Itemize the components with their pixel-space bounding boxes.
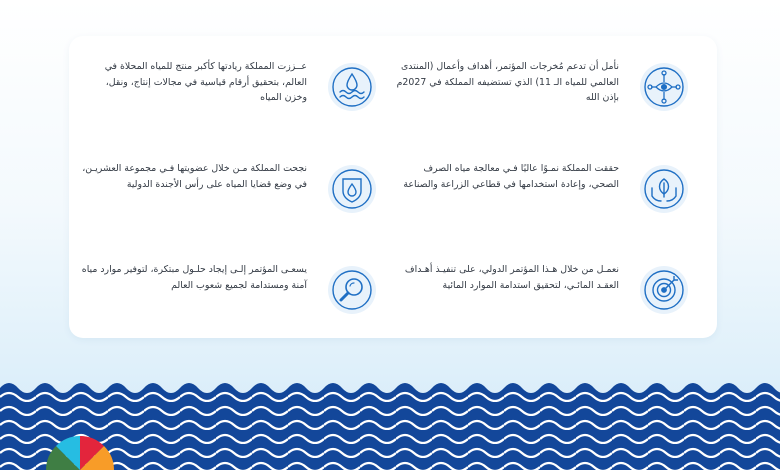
info-text: يسعـى المؤتمر إلـى إيجاد حلـول مبتكرة، لتوفير موارد مياه آمنة ومستدامة لجميع شعوب العالم <box>81 264 307 291</box>
magnifier-icon <box>327 265 377 315</box>
info-item-solutions <box>77 262 377 322</box>
info-item-desalination <box>77 59 377 119</box>
info-text: نأمل أن تدعم مُخرجات المؤتمر، أهداف وأعمال (المنتدى العالمي للمياه الـ 11) الذي تستضيفه المملكة في 2027م بإذن الله <box>396 61 619 103</box>
info-item-wastewater <box>389 161 689 221</box>
info-text: نجحت المملكة مـن خلال عضويتها فـي مجموعة العشريـن، في وضع قضايا المياه على رأس الأجندة الدولية <box>82 163 307 190</box>
info-text: حققت المملكة نمـوًا عاليًا فـي معالجة مياه الصرف الصحي، وإعادة استخدامها في قطاعي الزراعة والصناعة <box>403 163 619 190</box>
info-item-water-decade <box>389 262 689 322</box>
wave-pattern <box>0 374 780 470</box>
info-text: نعمـل من خلال هـذا المؤتمر الدولي، على تنفيـذ أهـداف العقـد المائـي، لتحقيق استدامة الموارد المائية <box>404 264 619 291</box>
water-drop-waves-icon <box>327 62 377 112</box>
shield-drop-icon <box>327 164 377 214</box>
info-text: عــززت المملكة ريادتها كأكبر منتج للمياه المحلاة في العالم، بتحقيق أرقام قياسية في مجالات إنتاج، ونقل، وخزن المياه <box>104 61 307 103</box>
info-item-forum <box>389 59 689 119</box>
info-card <box>69 36 717 338</box>
network-eye-icon <box>639 62 689 112</box>
hands-plant-icon <box>639 164 689 214</box>
target-icon <box>639 265 689 315</box>
info-item-g20 <box>77 161 377 221</box>
